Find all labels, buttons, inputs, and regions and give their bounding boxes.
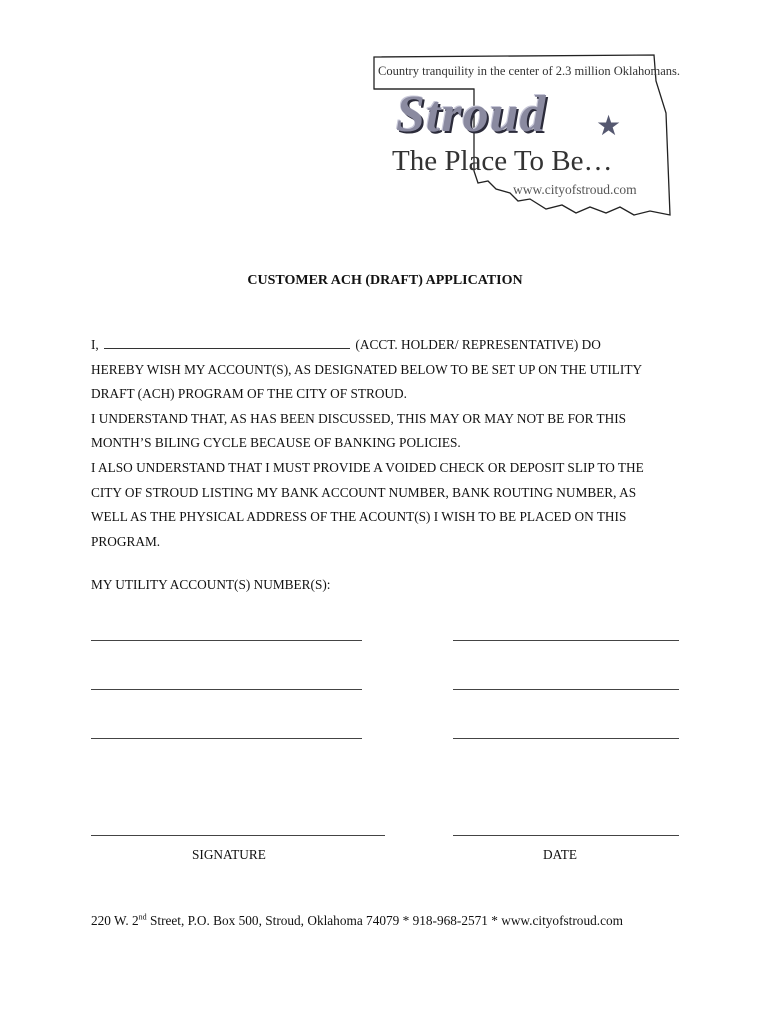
date-label: DATE xyxy=(543,847,577,862)
form-title: CUSTOMER ACH (DRAFT) APPLICATION xyxy=(247,273,523,288)
body-line-7: CITY OF STROUD LISTING MY BANK ACCOUNT NUMBER, BANK ROUTING NUMBER, AS xyxy=(91,484,637,500)
account-holder-name-field[interactable] xyxy=(104,338,350,349)
account-number-field-2[interactable] xyxy=(453,640,679,641)
body-line-4: I UNDERSTAND THAT, AS HAS BEEN DISCUSSED, THIS MAY OR MAY NOT BE FOR THIS xyxy=(91,410,627,426)
star-icon: ★ xyxy=(596,111,622,142)
body-line-3: DRAFT (ACH) PROGRAM OF THE CITY OF STROUD. xyxy=(91,386,407,402)
signature-label: SIGNATURE xyxy=(192,847,266,862)
body-line-1 xyxy=(91,333,701,358)
body-line-9: PROGRAM. xyxy=(91,533,161,549)
body-line-1-suffix: (ACCT. HOLDER/ REPRESENTATIVE) DO xyxy=(355,337,601,352)
body-line-8: WELL AS THE PHYSICAL ADDRESS OF THE ACOUNT(S) I WISH TO BE PLACED ON THIS xyxy=(91,509,627,525)
footer-suffix: Street, P.O. Box 500, Stroud, Oklahoma 74079 * 918-968-2571 * www.cityofstroud.com xyxy=(146,913,623,928)
form-body xyxy=(91,333,701,554)
signature-field[interactable] xyxy=(91,835,385,836)
account-number-field-4[interactable] xyxy=(453,689,679,690)
date-field[interactable] xyxy=(453,835,679,836)
body-line-5: MONTH’S BILING CYCLE BECAUSE OF BANKING POLICIES. xyxy=(91,435,461,451)
body-line-1-prefix: I, xyxy=(91,337,99,352)
logo-city-name: Stroud xyxy=(396,86,547,143)
city-logo xyxy=(370,53,681,221)
footer-superscript: nd xyxy=(138,912,147,922)
account-number-field-5[interactable] xyxy=(91,738,362,739)
logo-url: www.cityofstroud.com xyxy=(513,182,637,197)
footer-address xyxy=(91,913,623,929)
body-line-6: I ALSO UNDERSTAND THAT I MUST PROVIDE A VOIDED CHECK OR DEPOSIT SLIP TO THE xyxy=(91,459,644,475)
account-number-field-1[interactable] xyxy=(91,640,362,641)
footer-prefix: 220 W. 2 xyxy=(91,913,139,928)
accounts-label: MY UTILITY ACCOUNT(S) NUMBER(S): xyxy=(91,577,331,592)
body-line-2: HEREBY WISH MY ACCOUNT(S), AS DESIGNATED BELOW TO BE SET UP ON THE UTILITY xyxy=(91,361,643,377)
logo-slogan: The Place To Be… xyxy=(392,145,613,177)
account-number-field-6[interactable] xyxy=(453,738,679,739)
logo-tagline: Country tranquility in the center of 2.3 million Oklahomans. xyxy=(378,64,681,78)
account-number-field-3[interactable] xyxy=(91,689,362,690)
